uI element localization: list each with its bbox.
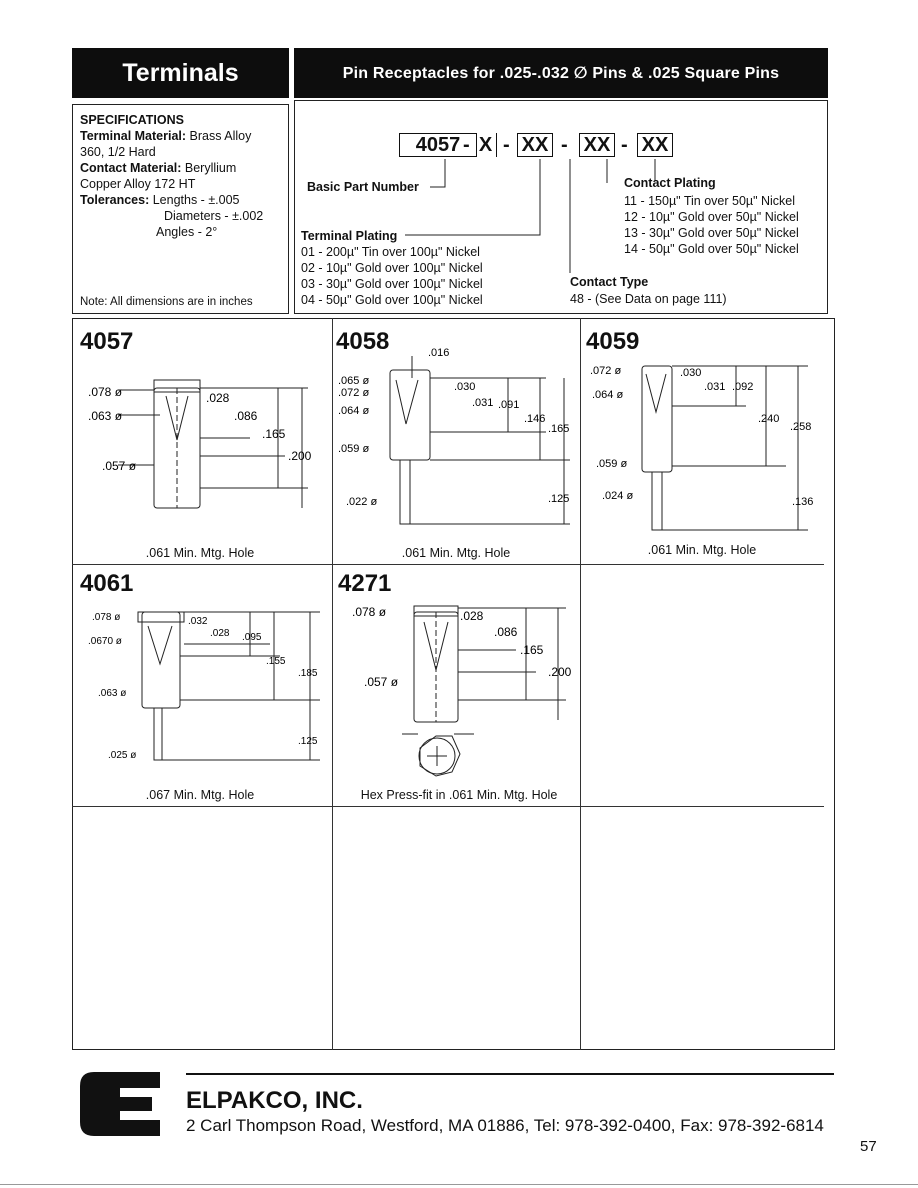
dim-4059-024: .024 ø xyxy=(602,490,634,502)
tolerance-diameters: Diameters - ±.002 xyxy=(164,209,264,223)
company-name: ELPAKCO, INC. xyxy=(186,1087,363,1114)
part-4061-title: 4061 xyxy=(80,570,134,597)
material-line xyxy=(80,128,281,144)
dim-4059-064: .064 ø xyxy=(592,389,624,401)
tolerance-lengths: Lengths - ±.005 xyxy=(149,193,240,207)
material-label: Terminal Material: xyxy=(80,129,187,143)
dim-4059-240: .240 xyxy=(758,413,780,425)
dim-4058-091: .091 xyxy=(498,399,520,411)
part-4059-caption: .061 Min. Mtg. Hole xyxy=(647,543,757,557)
code-dash-2: - xyxy=(503,134,510,156)
dim-4061-155: .155 xyxy=(266,656,286,667)
dim-4271-078: .078 ø xyxy=(352,605,387,619)
dim-4271-086: .086 xyxy=(494,625,518,639)
part-4059-drawing xyxy=(586,340,826,540)
dim-4061-185: .185 xyxy=(298,668,318,679)
dim-4058-016: .016 xyxy=(428,347,450,359)
part-4271-drawing xyxy=(336,596,576,792)
dim-4061-028: .028 xyxy=(210,628,230,639)
dim-4271-165: .165 xyxy=(520,643,544,657)
material-line-2: 360, 1/2 Hard xyxy=(80,145,156,159)
dim-4057-028: .028 xyxy=(206,391,230,405)
dim-4059-059: .059 ø xyxy=(596,458,628,470)
dim-4058-031: .031 xyxy=(472,397,494,409)
dim-4059-258: .258 xyxy=(790,421,812,433)
dim-4058-072: .072 ø xyxy=(338,387,370,399)
terminal-plating-04: 04 - 50µ" Gold over 100µ" Nickel xyxy=(301,293,483,307)
specifications-box xyxy=(72,104,289,314)
section-title xyxy=(72,48,289,98)
code-dash-4: - xyxy=(621,134,628,156)
dim-4061-125: .125 xyxy=(298,736,318,747)
dim-4058-146: .146 xyxy=(524,413,546,425)
material-value: Brass Alloy xyxy=(186,129,252,143)
code-part-number: 4057 xyxy=(399,133,477,157)
terminal-plating-03: 03 - 30µ" Gold over 100µ" Nickel xyxy=(301,277,483,291)
part-4058-title: 4058 xyxy=(336,328,390,355)
dim-4059-092: .092 xyxy=(732,381,754,393)
dim-4058-065: .065 ø xyxy=(338,375,370,387)
tolerance-angles: Angles - 2° xyxy=(156,225,218,239)
page-subtitle xyxy=(294,48,828,98)
code-contact-plating: XX xyxy=(579,133,615,157)
contact-type-label: Contact Type xyxy=(570,275,649,289)
dim-4061-0670: .0670 ø xyxy=(88,636,122,647)
dim-4058-022: .022 ø xyxy=(346,496,378,508)
part-4058-drawing xyxy=(336,340,576,540)
basic-part-number-label: Basic Part Number xyxy=(307,180,419,194)
terminal-plating-02: 02 - 10µ" Gold over 100µ" Nickel xyxy=(301,261,483,275)
code-suffix: XX xyxy=(637,133,673,157)
part-4061-caption: .067 Min. Mtg. Hole xyxy=(145,788,255,802)
contact-line-2: Copper Alloy 172 HT xyxy=(80,177,196,191)
dim-4058-030: .030 xyxy=(454,381,476,393)
specifications-heading xyxy=(80,112,281,128)
dim-4057-063: .063 ø xyxy=(88,409,123,423)
part-4057-title: 4057 xyxy=(80,328,134,355)
part-4059-title: 4059 xyxy=(586,328,640,355)
tolerance-label: Tolerances: xyxy=(80,193,150,207)
dim-4057-165: .165 xyxy=(262,427,286,441)
company-address: 2 Carl Thompson Road, Westford, MA 01886, Tel: 978-392-0400, Fax: 978-392-6814 xyxy=(186,1116,824,1135)
dim-4057-200: .200 xyxy=(288,449,312,463)
page-subtitle-text: Pin Receptacles for .025-.032 ∅ Pins & .025 Square Pins xyxy=(342,65,780,82)
dim-4059-030: .030 xyxy=(680,367,702,379)
elpakco-logo xyxy=(80,1070,162,1138)
dim-4271-028: .028 xyxy=(460,609,484,623)
terminal-plating-label: Terminal Plating xyxy=(301,229,398,243)
dim-4061-032: .032 xyxy=(188,616,208,627)
dim-4059-072: .072 ø xyxy=(590,365,622,377)
page-number: 57 xyxy=(860,1138,877,1155)
spec-note: Note: All dimensions are in inches xyxy=(80,296,253,308)
tolerance-line xyxy=(80,192,281,208)
part-4271-caption: Hex Press-fit in .061 Min. Mtg. Hole xyxy=(360,788,558,802)
dim-4271-057: .057 ø xyxy=(364,675,399,689)
code-contact-type: XX xyxy=(517,133,553,157)
contact-plating-14: 14 - 50µ" Gold over 50µ" Nickel xyxy=(624,242,799,256)
ordering-code-box xyxy=(294,100,828,314)
dim-4061-095: .095 xyxy=(242,632,262,643)
code-dash-3: - xyxy=(561,134,568,156)
dim-4058-064: .064 ø xyxy=(338,405,370,417)
contact-label: Contact Material: xyxy=(80,161,182,175)
code-terminal-plating: X xyxy=(475,133,497,157)
dim-4061-025: .025 ø xyxy=(108,750,137,761)
dim-4061-078: .078 ø xyxy=(92,612,121,623)
grid-divider-1 xyxy=(332,318,333,1050)
part-4061-drawing xyxy=(80,600,330,780)
part-4058-caption: .061 Min. Mtg. Hole xyxy=(401,546,511,560)
contact-plating-11: 11 - 150µ" Tin over 50µ" Nickel xyxy=(624,194,796,208)
dim-4057-078: .078 ø xyxy=(88,385,123,399)
code-dash-1: - xyxy=(463,134,470,156)
part-4057-caption: .061 Min. Mtg. Hole xyxy=(145,546,255,560)
contact-plating-13: 13 - 30µ" Gold over 50µ" Nickel xyxy=(624,226,799,240)
terminal-plating-01: 01 - 200µ" Tin over 100µ" Nickel xyxy=(301,245,480,259)
dim-4057-086: .086 xyxy=(234,409,258,423)
part-4057-drawing xyxy=(80,360,330,540)
bottom-edge-rule xyxy=(0,1184,918,1185)
dim-4271-200: .200 xyxy=(548,665,572,679)
dim-4059-136: .136 xyxy=(792,496,814,508)
section-title-text: Terminals xyxy=(122,58,239,87)
dim-4059-031: .031 xyxy=(704,381,726,393)
contact-type-48: 48 - (See Data on page 111) xyxy=(570,292,727,306)
contact-plating-label: Contact Plating xyxy=(624,176,716,190)
footer-rule xyxy=(186,1073,834,1075)
grid-row-rule-1 xyxy=(72,564,824,565)
dim-4058-125: .125 xyxy=(548,493,570,505)
contact-line xyxy=(80,160,281,176)
grid-divider-2 xyxy=(580,318,581,1050)
dim-4058-165: .165 xyxy=(548,423,570,435)
contact-value: Beryllium xyxy=(181,161,237,175)
grid-row-rule-2 xyxy=(72,806,824,807)
dim-4061-063: .063 ø xyxy=(98,688,127,699)
spec-heading-text: SPECIFICATIONS xyxy=(80,113,184,127)
contact-plating-12: 12 - 10µ" Gold over 50µ" Nickel xyxy=(624,210,799,224)
dim-4057-057: .057 ø xyxy=(102,459,137,473)
part-4271-title: 4271 xyxy=(338,570,392,597)
dim-4058-059: .059 ø xyxy=(338,443,370,455)
